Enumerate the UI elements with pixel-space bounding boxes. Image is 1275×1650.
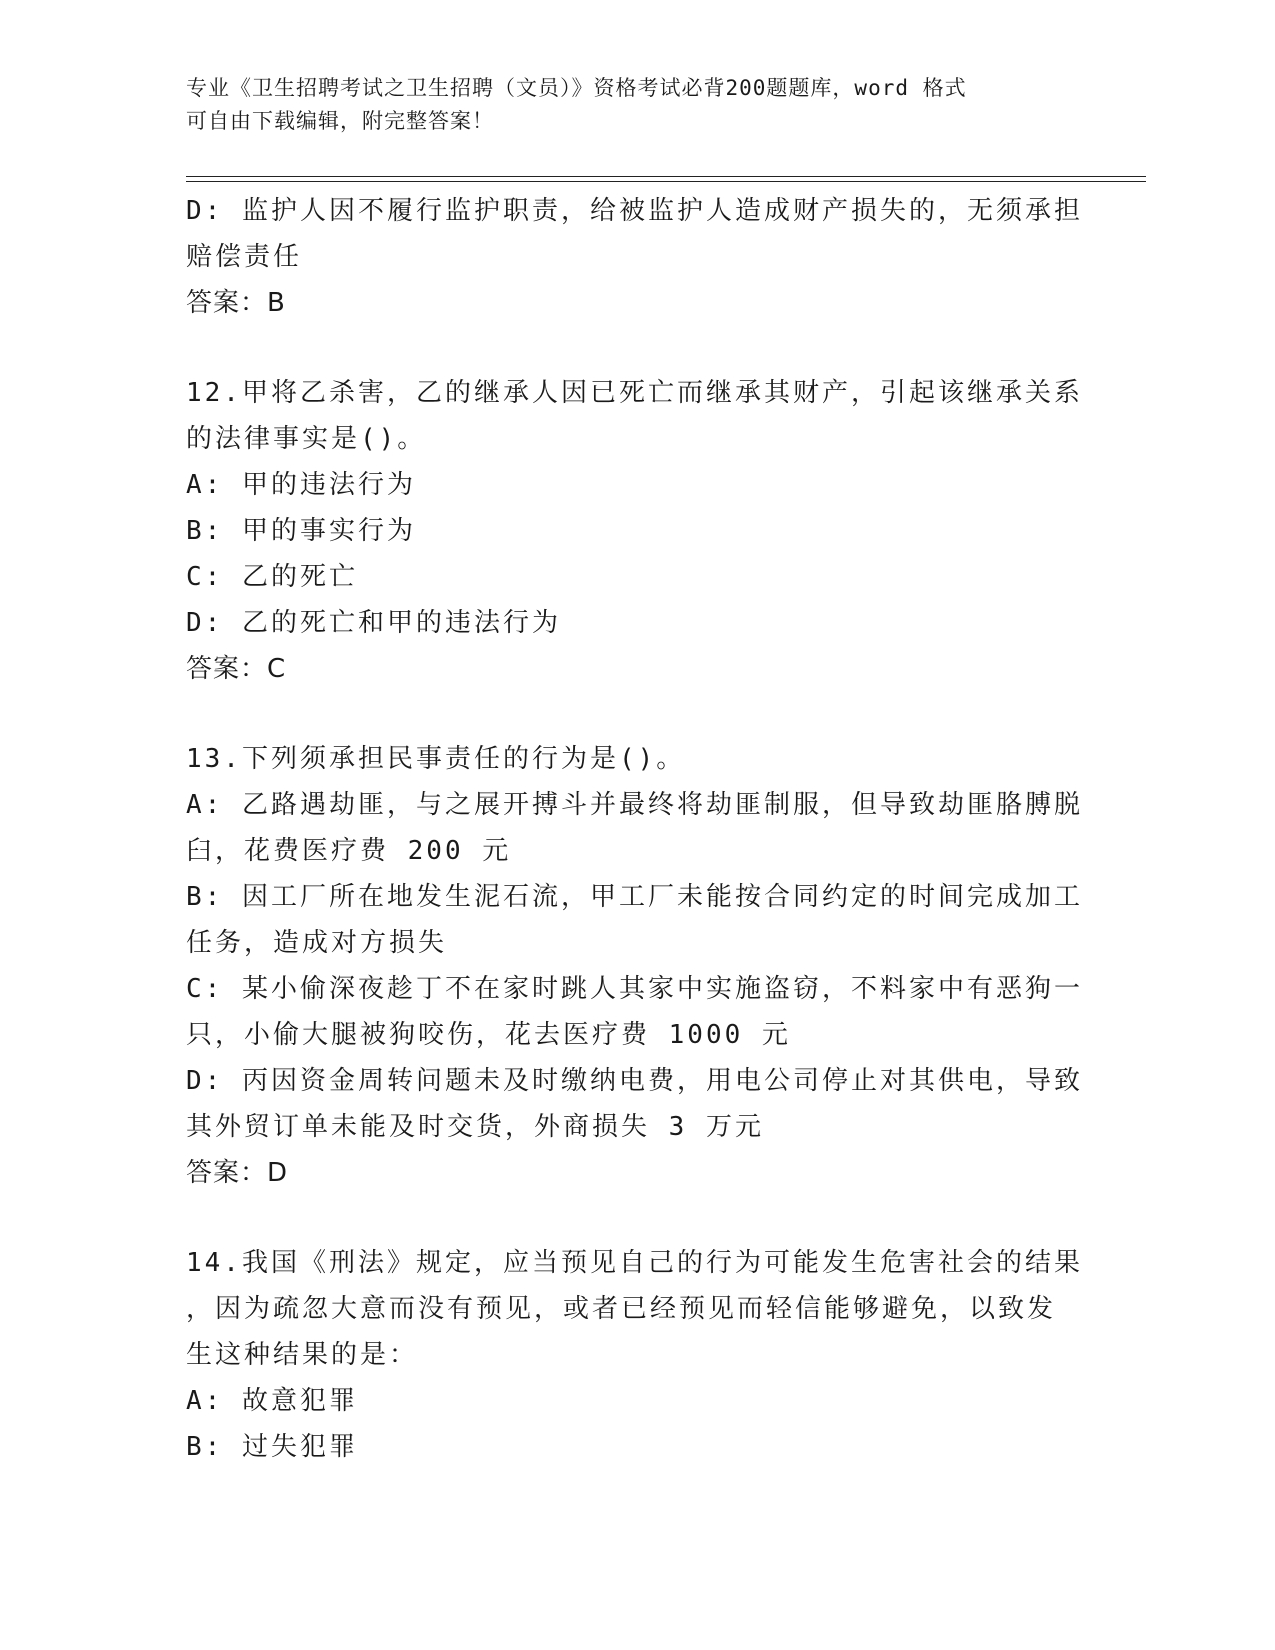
header-title-line-1: 专业《卫生招聘考试之卫生招聘（文员）》资格考试必背200题题库，word 格式 (186, 76, 967, 100)
option-a: A: 乙路遇劫匪，与之展开搏斗并最终将劫匪制服，但导致劫匪胳膊脱 (186, 790, 1083, 820)
option-b-cont: 任务，造成对方损失 (186, 928, 448, 958)
question-stem: 14.我国《刑法》规定，应当预见自己的行为可能发生危害社会的结果 (186, 1248, 1083, 1278)
question-stem-cont: 生这种结果的是： (186, 1340, 419, 1370)
spacer (186, 326, 1086, 370)
prev-question-tail (186, 188, 1086, 326)
option-c: C: 某小偷深夜趁丁不在家时跳人其家中实施盗窃，不料家中有恶狗一 (186, 974, 1083, 1004)
option-c-cont: 只，小偷大腿被狗咬伤，花去医疗费 1000 元 (186, 1020, 791, 1050)
header-title-line-2: 可自由下载编辑，附完整答案！ (186, 109, 494, 133)
question-stem-cont: 的法律事实是()。 (186, 424, 427, 454)
document-body (186, 188, 1086, 1470)
question-13 (186, 736, 1086, 1196)
option-c: C: 乙的死亡 (186, 562, 358, 592)
option-b: B: 因工厂所在地发生泥石流，甲工厂未能按合同约定的时间完成加工 (186, 882, 1083, 912)
answer-label: 答案：D (186, 1158, 289, 1188)
question-14 (186, 1240, 1086, 1470)
option-d-text: D: 监护人因不履行监护职责，给被监护人造成财产损失的，无须承担 (186, 196, 1083, 226)
question-stem: 13.下列须承担民事责任的行为是()。 (186, 744, 686, 774)
option-a: A: 故意犯罪 (186, 1386, 358, 1416)
answer-label: 答案：C (186, 654, 287, 684)
option-d: D: 丙因资金周转问题未及时缴纳电费，用电公司停止对其供电，导致 (186, 1066, 1083, 1096)
option-a: A: 甲的违法行为 (186, 470, 416, 500)
option-a-cont: 臼，花费医疗费 200 元 (186, 836, 512, 866)
page-header (186, 72, 1086, 138)
header-divider-bottom (186, 181, 1146, 182)
option-b: B: 甲的事实行为 (186, 516, 416, 546)
answer-label: 答案：B (186, 288, 286, 318)
spacer (186, 1196, 1086, 1240)
header-divider-top (186, 176, 1146, 177)
question-stem: 12.甲将乙杀害，乙的继承人因已死亡而继承其财产，引起该继承关系 (186, 378, 1083, 408)
option-d-text-cont: 赔偿责任 (186, 242, 303, 272)
question-stem-cont: ，因为疏忽大意而没有预见，或者已经预见而轻信能够避免，以致发 (186, 1294, 1057, 1324)
question-12 (186, 370, 1086, 692)
spacer (186, 692, 1086, 736)
option-d-cont: 其外贸订单未能及时交货，外商损失 3 万元 (186, 1112, 764, 1142)
option-b: B: 过失犯罪 (186, 1432, 358, 1462)
option-d: D: 乙的死亡和甲的违法行为 (186, 608, 561, 638)
